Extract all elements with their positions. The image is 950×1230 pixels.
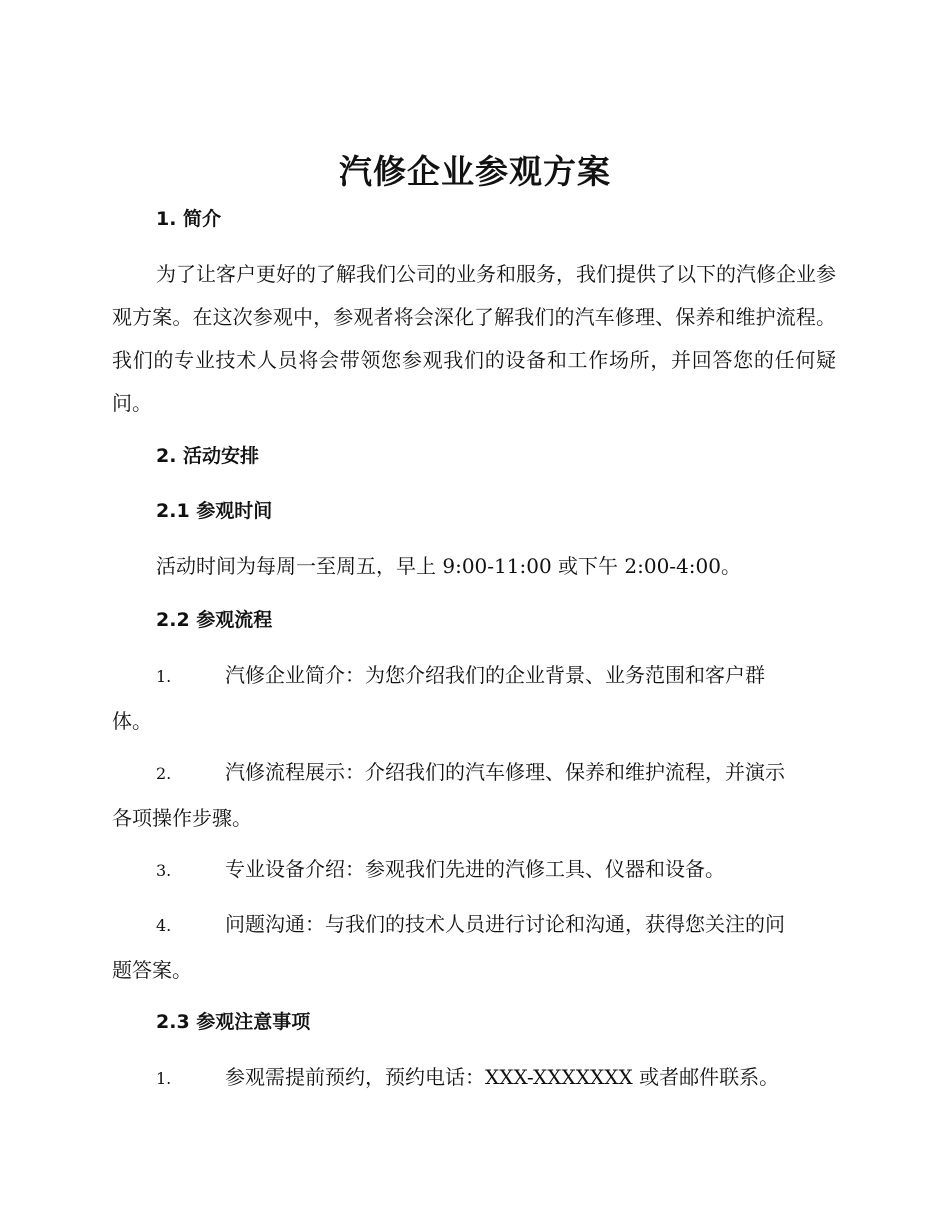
flow-item-first-line — [112, 902, 836, 948]
intro-paragraph: 为了让客户更好的了解我们公司的业务和服务，我们提供了以下的汽修企业参观方案。在这次参观中，参观者将会深化了解我们的汽车修理、保养和维护流程。我们的专业技术人员将会带领您参观我们的设备和工作场所，并回答您的任何疑问。 — [112, 262, 836, 415]
flow-item-text: 问题沟通：与我们的技术人员进行讨论和沟通，获得您关注的问 — [225, 912, 785, 936]
flow-list-item — [112, 653, 836, 743]
intro-heading: 1. 简介 — [156, 208, 222, 230]
flow-item-text: 专业设备介绍：参观我们先进的汽修工具、仪器和设备。 — [225, 857, 725, 881]
flow-list-item — [112, 750, 836, 840]
flow-item-text: 汽修企业简介：为您介绍我们的企业背景、业务范围和客户群 — [225, 663, 765, 687]
flow-item-continuation: 各项操作步骤。 — [112, 806, 252, 830]
list-number: 1. — [156, 1069, 172, 1088]
visit-notes-heading: 2.3 参观注意事项 — [156, 1011, 311, 1033]
flow-item-continuation: 体。 — [112, 709, 152, 733]
activity-heading: 2. 活动安排 — [156, 445, 260, 467]
document-title: 汽修企业参观方案 — [339, 152, 611, 191]
visit-time-heading: 2.1 参观时间 — [156, 500, 273, 522]
notes-list-item — [112, 1055, 836, 1101]
flow-item-first-line — [112, 750, 836, 796]
flow-item-text: 汽修流程展示：介绍我们的汽车修理、保养和维护流程，并演示 — [225, 760, 785, 784]
notes-item-first-line — [112, 1055, 836, 1101]
list-number: 2. — [156, 764, 172, 783]
list-number: 3. — [156, 861, 172, 880]
notes-item-text: 参观需提前预约，预约电话：XXX-XXXXXXX 或者邮件联系。 — [225, 1065, 780, 1089]
flow-item-continuation: 题答案。 — [112, 958, 192, 982]
flow-item-first-line — [112, 847, 836, 893]
visit-time-text: 活动时间为每周一至周五，早上 9:00-11:00 或下午 2:00-4:00。 — [156, 554, 741, 578]
visit-flow-heading: 2.2 参观流程 — [156, 609, 273, 631]
flow-list-item — [112, 902, 836, 992]
flow-item-first-line — [112, 653, 836, 699]
list-number: 4. — [156, 916, 172, 935]
list-number: 1. — [156, 667, 172, 686]
flow-list-item — [112, 847, 836, 893]
